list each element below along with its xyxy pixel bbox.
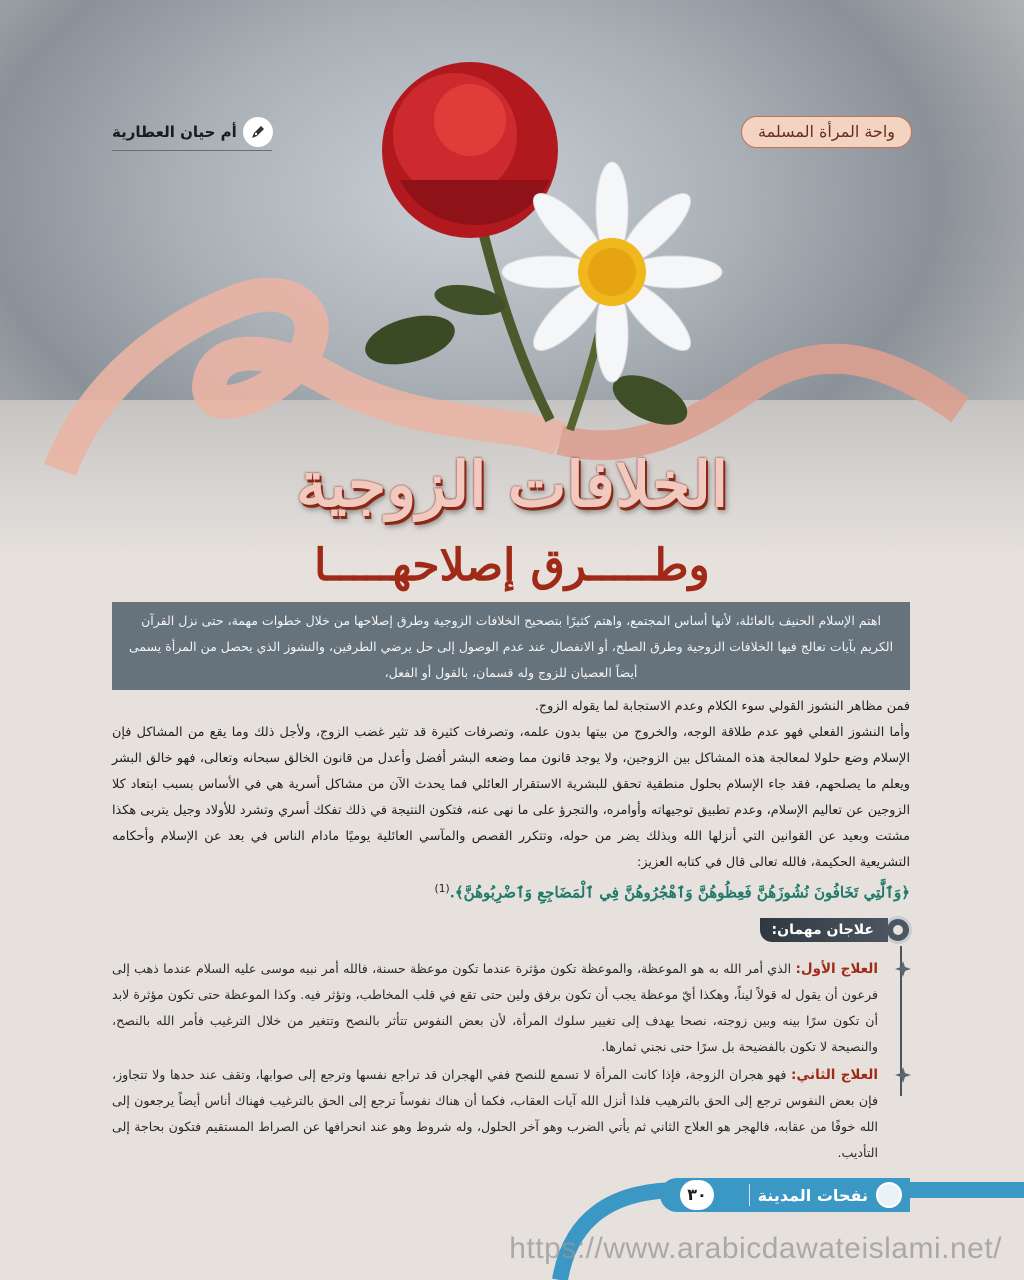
treatments-heading-label: علاجان مهمان: (760, 918, 888, 942)
circle-bullet-icon (884, 916, 912, 944)
page-number: ٣٠ (680, 1180, 714, 1210)
pen-icon (243, 117, 273, 147)
quran-verse (112, 876, 910, 907)
treatment-first (112, 956, 902, 1060)
magazine-name: نفحات المدينة (757, 1185, 868, 1205)
footer-divider (749, 1184, 750, 1206)
treatment-first-text: الذي أمر الله به هو الموعظة، والموعظة تكون مؤثرة عندما تكون موعظة حسنة، فالله أمر نبيه موسى عليه السلام عندما ذهب إلى فرعون أن يقول له قولاً ليناً، وهكذا أيّ موعظة يجب أن تكون برفق ولين حتى تقع في قلب المخاطب، وتؤثر فيه. وكذا الموعظة حتى تكون مؤثرة لابد أن تكون سرًا بينه وبين زوجته، نصحا يهدف إلى تغيير سلوك المرأة، لأن بعض النفوس تتأثر بالنصح وتتغير من خلال الترغيب فأمر الله بالنصح، والنصيحة لا تكون بالفضيحة بل سرًا حتى نجني ثمارها. (112, 961, 878, 1054)
author-divider (112, 150, 272, 151)
treatments-heading (760, 916, 912, 944)
footnote-marker: (1) (434, 882, 450, 895)
watermark-url: https://www.arabicdawateislami.net/ (509, 1232, 1002, 1265)
article-body (112, 694, 910, 907)
paragraph: وأما النشوز الفعلي فهو عدم طلاقة الوجه، والخروج من بيتها بدون علمه، وتصرفات كثيرة قد تثير غضب الزوج، ولأجل ذلك وما يقع من المشاكل فإن الإسلام وضع حلولا لمعالجة هذه المشاكل بين الزوجين، ولا يوجد قانون مما وضعه البشر أفضل وأعدل من قانون الخالق سبحانه وتعالى، فهو خالق البشر ويعلم ما يصلحهم، فقد جاء الإسلام بحلول منطقية تحقق للبشرية الاستقرار العائلي فما يحدث الآن من مشاكل أسرية هي في الأساس بسبب ابتعاد كلا الزوجين عن تعاليم الإسلام، وعدم تطبيق توجيهاته وأوامره، والتجرؤ على ما نهى عنه، فتكون النتيجة في ذلك تفكك أسري وتشرد للأولاد وجيل يتربى هكذا مشتت وبعيد عن القوانين التي أنزلها الله وبذلك يضر من حوله، وتتكرر القصص والمآسي العائلية يوميًا مادام الناس في بعد عن الإسلام وأحكامه التشريعية الحكيمة، فالله تعالى قال في كتابه العزيز: (112, 725, 910, 870)
section-label: واحة المرأة المسلمة (741, 116, 912, 148)
verse-text: ﴿وَٱلَّٰتِي تَخَافُونَ نُشُوزَهُنَّ فَعِظُوهُنَّ وَٱهْجُرُوهُنَّ فِي ٱلْمَضَاجِعِ وَٱضْرِبُوهُنَّ﴾. (449, 883, 910, 902)
treatment-second-text: فهو هجران الزوجة، فإذا كانت المرأة لا تسمع للنصح ففي الهجران قد تراجع نفسها وترجع إلى صوابها، وتقف عند حدها ولا تتجاوز، فإن بعض النفوس ترجع إلى الحق بالترهيب فلذا أنزل الله آيات العقاب، فكما أن هناك نفوساً ترجع إلى الحق بالترغيب فهناك أناس أيضاً يرجعون إلى الله خوفًا من عقابه، فالهجر هو العلاج الثاني ثم يأتي الضرب وهو آخر الحلول، وله شروط وهو عند انحرافها عن الصراط المستقيم فتكون بحاجة إلى التأديب. (112, 1067, 878, 1160)
author-byline (112, 116, 273, 148)
article-subtitle: وطـــــرق إصلاحهـــــا (314, 540, 710, 591)
paragraph: فمن مظاهر النشوز القولي سوء الكلام وعدم الاستجابة لما يقوله الزوج. (534, 699, 910, 714)
intro-box: اهتم الإسلام الحنيف بالعائلة، لأنها أساس المجتمع، واهتم كثيرًا بتصحيح الخلافات الزوجية وطرق إصلاحها من خلال خطوات مهمة، حتى نزل القرآن الكريم بآيات تعالج فيها الخلافات الزوجية وطرق الصلح، أو الانفصال عند عدم الوصول إلى حل يرضي الطرفين، والنشوز الذي يحصل من المرأة يسمى أيضاً العصيان للزوج وله قسمان، بالقول أو الفعل، (112, 602, 910, 690)
treatment-second (112, 1062, 902, 1166)
article-title: الخلافات الزوجية (295, 448, 729, 521)
treatment-second-title: العلاج الثاني: (791, 1067, 878, 1083)
magazine-logo-icon (876, 1182, 902, 1208)
treatment-first-title: العلاج الأول: (795, 961, 878, 977)
author-name: أم حيان العطارية (112, 123, 237, 141)
